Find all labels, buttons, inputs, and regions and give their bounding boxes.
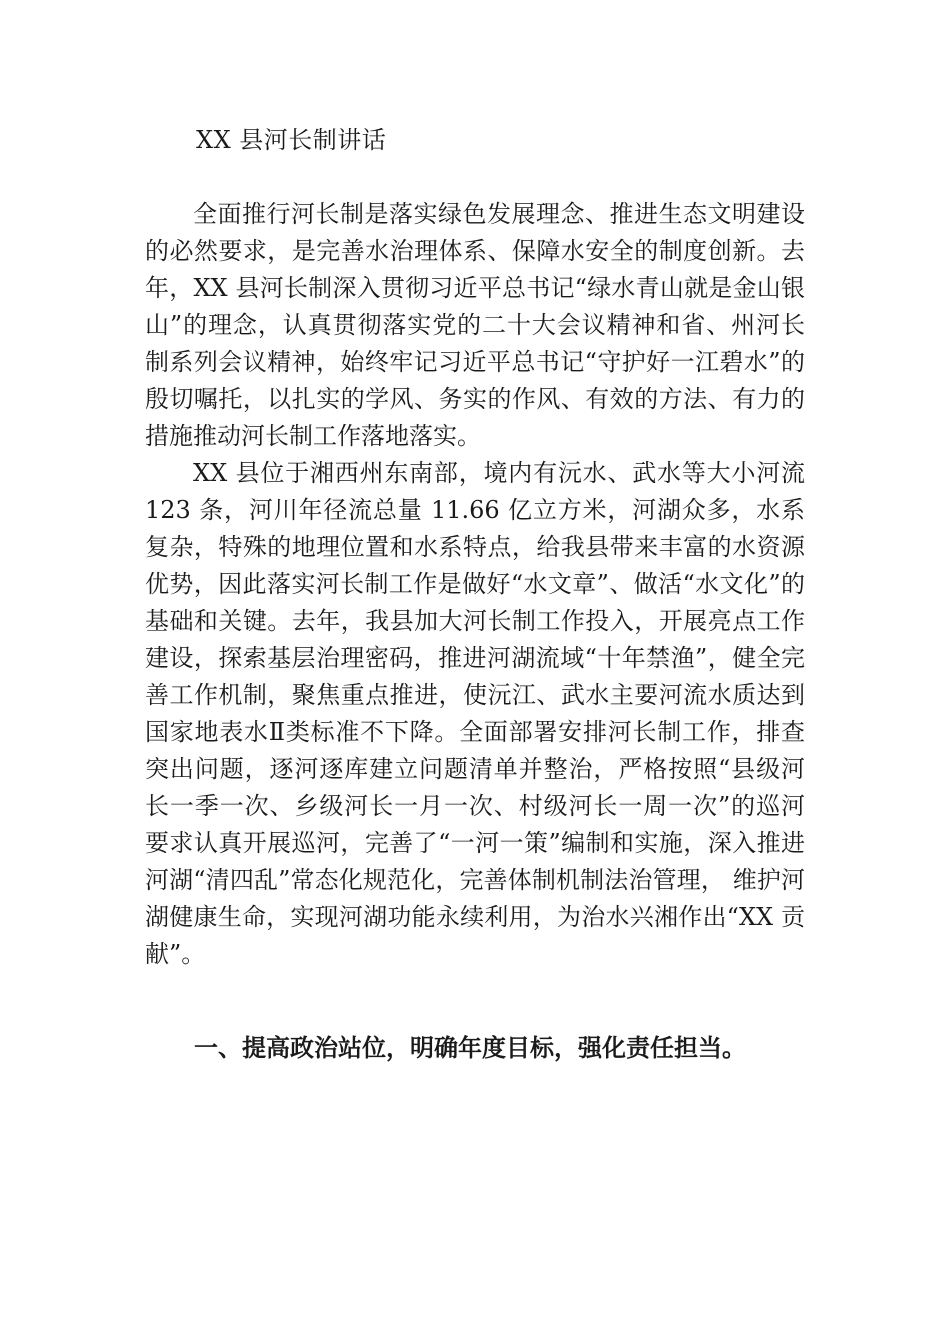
document-title: XX 县河长制讲话 bbox=[196, 126, 387, 154]
section-heading: 一、提高政治站位，明确年度目标，强化责任担当。 bbox=[194, 1034, 746, 1062]
document-body bbox=[145, 196, 805, 973]
paragraph-county-overview: XX 县位于湘西州东南部，境内有沅水、武水等大小河流 123 条，河川年径流总量 11.66 亿立方米，河湖众多，水系复杂，特殊的地理位置和水系特点，给我县带来丰富的水资源优势，因此落实河长制工作是做好“水文章”、做活“水文化”的基础和关键。去年，我县加大河长制工作投入，开展亮点工作建设，探索基层治理密码，推进河湖流域“十年禁渔”，健全完善工作机制，聚焦重点推进，使沅江、武水主要河流水质达到国家地表水Ⅱ类标准不下降。全面部署安排河长制工作，排查突出问题，逐河逐库建立问题清单并整治，严格按照“县级河长一季一次、乡级河长一月一次、村级河长一周一次”的巡河要求认真开展巡河，完善了“一河一策”编制和实施，深入推进河湖“清四乱”常态化规范化，完善体制机制法治管理， 维护河湖健康生命，实现河湖功能永续利用，为治水兴湘作出“XX 贡献”。 bbox=[145, 459, 805, 968]
paragraph-intro: 全面推行河长制是落实绿色发展理念、推进生态文明建设的必然要求，是完善水治理体系、保障水安全的制度创新。去年，XX 县河长制深入贯彻习近平总书记“绿水青山就是金山银山”的理念，认真贯彻落实党的二十大会议精神和省、州河长制系列会议精神，始终牢记习近平总书记“守护好一江碧水”的殷切嘱托，以扎实的学风、务实的作风、有效的方法、有力的措施推动河长制工作落地落实。 bbox=[145, 200, 805, 450]
